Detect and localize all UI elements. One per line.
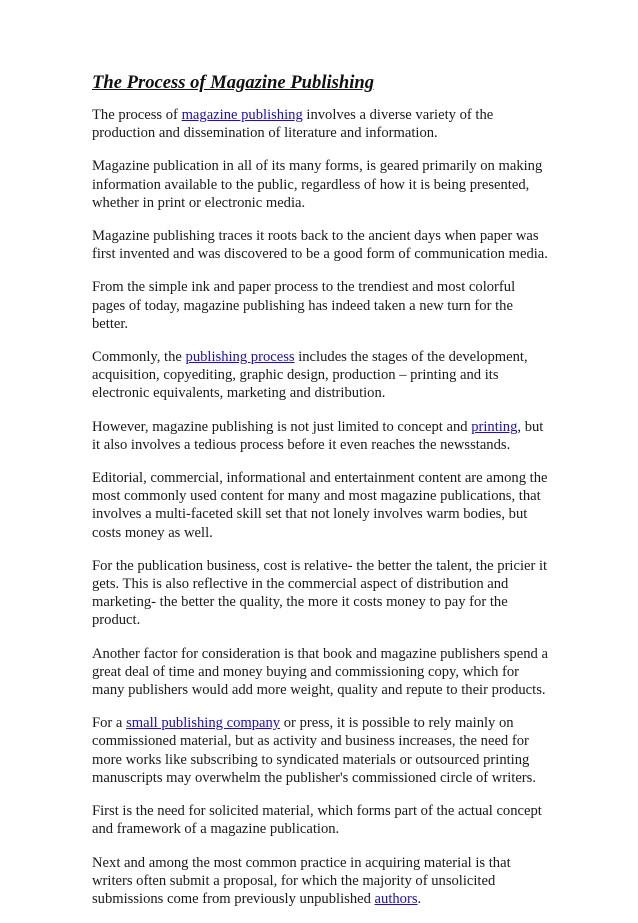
paragraph-text: . xyxy=(417,890,422,907)
document-page xyxy=(92,72,548,923)
paragraph-6 xyxy=(92,418,548,454)
small-publishing-company-link[interactable]: small publishing company xyxy=(126,715,281,732)
document-title: The Process of Magazine Publishing xyxy=(92,72,375,93)
printing-link[interactable]: printing xyxy=(471,418,518,435)
paragraph-12 xyxy=(92,854,548,909)
paragraph-text: Commonly, the xyxy=(92,349,186,366)
publishing-process-link[interactable]: publishing process xyxy=(185,349,295,366)
paragraph-text: However, magazine publishing is not just limited to concept and xyxy=(92,418,472,435)
paragraph-10 xyxy=(92,714,548,787)
paragraph-text: Next and among the most common practice in acquiring material is that writers often submit a proposal, for which the majority of unsolicited submissions come from previously unpublished xyxy=(92,854,511,907)
paragraph-text: involves a diverse variety of the production and dissemination of literature and information. xyxy=(92,107,494,142)
paragraph-text: includes the stages of the development, acquisition, copyediting, graphic design, production – printing and its electronic equivalents, marketing and distribution. xyxy=(92,349,528,402)
paragraph-7: Editorial, commercial, informational and entertainment content are among the most commonly used content for many and most magazine publications, that involves a multi-faceted skill set that not lonely involves warm bodies, but costs money as well. xyxy=(92,470,548,541)
paragraph-text: , but it also involves a tedious process before it even reaches the newsstands. xyxy=(92,418,544,453)
paragraph-5 xyxy=(92,348,548,403)
paragraph-3: Magazine publishing traces it roots back to the ancient days when paper was first invented and was discovered to be a good form of communication media. xyxy=(92,228,548,263)
paragraph-8: For the publication business, cost is relative- the better the talent, the pricier it gets. This is also reflective in the commercial aspect of distribution and marketing- the better the quality, the more it costs money to pay for the product. xyxy=(92,557,548,629)
magazine-publishing-link[interactable]: magazine publishing xyxy=(181,107,303,123)
paragraph-9: Another factor for consideration is that book and magazine publishers spend a great deal of time and money buying and commissioning copy, which for many publishers would add more weight, quality and repute to their products. xyxy=(92,645,548,699)
paragraph-2: Magazine publication in all of its many forms, is geared primarily on making information available to the public, regardless of how it is being presented, whether in print or electronic media. xyxy=(92,158,543,211)
paragraph-1 xyxy=(92,106,548,142)
paragraph-11: First is the need for solicited material, which forms part of the actual concept and framework of a magazine publication. xyxy=(92,803,542,838)
paragraph-text: For a xyxy=(92,715,127,732)
paragraph-text: or press, it is possible to rely mainly on commissioned material, but as activity and business increases, the need for more works like subscribing to syndicated materials or outsourced printing manuscripts may overwhelm the publisher's commissioned circle of writers. xyxy=(92,715,536,786)
paragraph-text: The process of xyxy=(92,107,182,123)
authors-link[interactable]: authors xyxy=(374,890,418,907)
paragraph-4: From the simple ink and paper process to the trendiest and most colorful pages of today, magazine publishing has indeed taken a new turn for the better. xyxy=(92,279,516,332)
